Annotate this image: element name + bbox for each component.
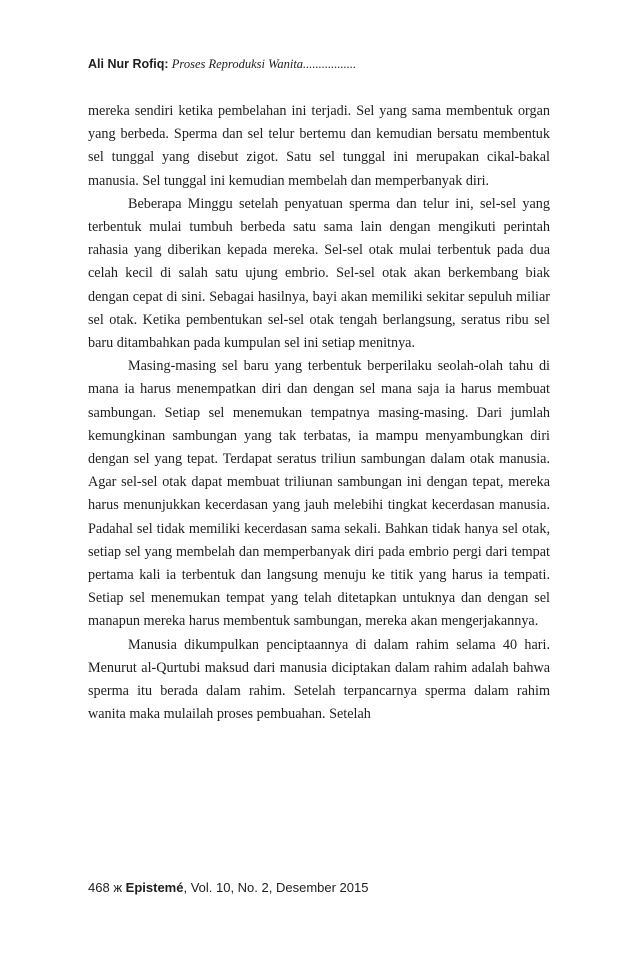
page-footer bbox=[88, 880, 368, 895]
paragraph-continued: mereka sendiri ketika pembelahan ini terjadi. Sel yang sama membentuk organ yang berbeda. Sperma dan sel telur bertemu dan kemudian bersatu membentuk sel tunggal yang disebut zigot. Satu sel tunggal ini merupakan cikal-bakal manusia. Sel tunggal ini kemudian membelah dan memperbanyak diri. bbox=[88, 103, 550, 189]
journal-name: Epistemé bbox=[125, 880, 184, 895]
journal-issue: , Vol. 10, No. 2, Desember 2015 bbox=[183, 880, 369, 895]
article-body bbox=[88, 100, 550, 726]
header-author: Ali Nur Rofiq: bbox=[88, 57, 169, 71]
footer-separator: ж bbox=[113, 880, 123, 895]
page-number: 468 bbox=[88, 880, 110, 895]
paragraph: Beberapa Minggu setelah penyatuan sperma dan telur ini, sel-sel yang terbentuk mulai tumbuh berbeda satu sama lain dengan mengikuti perintah rahasia yang diberikan kepada mereka. Sel-sel otak mulai terbentuk pada dua celah kecil di salah satu ujung embrio. Sel-sel otak akan berkembang biak dengan cepat di sini. Sebagai hasilnya, bayi akan memiliki sekitar sepuluh miliar sel otak. Ketika pembentukan sel-sel otak tengah berlangsung, seratus ribu sel baru ditambahkan pada kumpulan sel ini setiap menitnya. bbox=[88, 195, 550, 352]
header-article-title: Proses Reproduksi Wanita................. bbox=[171, 57, 357, 71]
paragraph: Masing-masing sel baru yang terbentuk berperilaku seolah-olah tahu di mana ia harus menempatkan diri dan dengan sel mana saja ia harus membuat sambungan. Setiap sel menemukan tempatnya masing-masing. Dari jumlah kemungkinan sambungan yang tak terbatas, ia mampu menyambungkan diri dengan sel yang tepat. Terdapat seratus triliun sambungan dalam otak manusia. Agar sel-sel otak dapat membuat triliunan sambungan ini dengan tepat, mereka harus menunjukkan kecerdasan yang jauh melebihi tingkat kecerdasan manusia. Padahal sel tidak memiliki kecerdasan sama sekali. Bahkan tidak hanya sel otak, setiap sel yang membelah dan memperbanyak diri pada embrio pergi dari tempat pertama kali ia terbentuk dan langsung menuju ke titik yang harus ia tempati. Setiap sel menemukan tempat yang telah ditetapkan untuknya dan dengan sel manapun mereka harus membentuk sambungan, mereka akan mengerjakannya. bbox=[88, 358, 550, 630]
paragraph: Manusia dikumpulkan penciptaannya di dalam rahim selama 40 hari. Menurut al-Qurtubi maksud dari manusia diciptakan dalam rahim adalah bahwa sperma itu berada dalam rahim. Setelah terpancarnya sperma dalam rahim wanita maka mulailah proses pembuahan. Setelah bbox=[88, 636, 550, 723]
running-header bbox=[88, 56, 356, 72]
